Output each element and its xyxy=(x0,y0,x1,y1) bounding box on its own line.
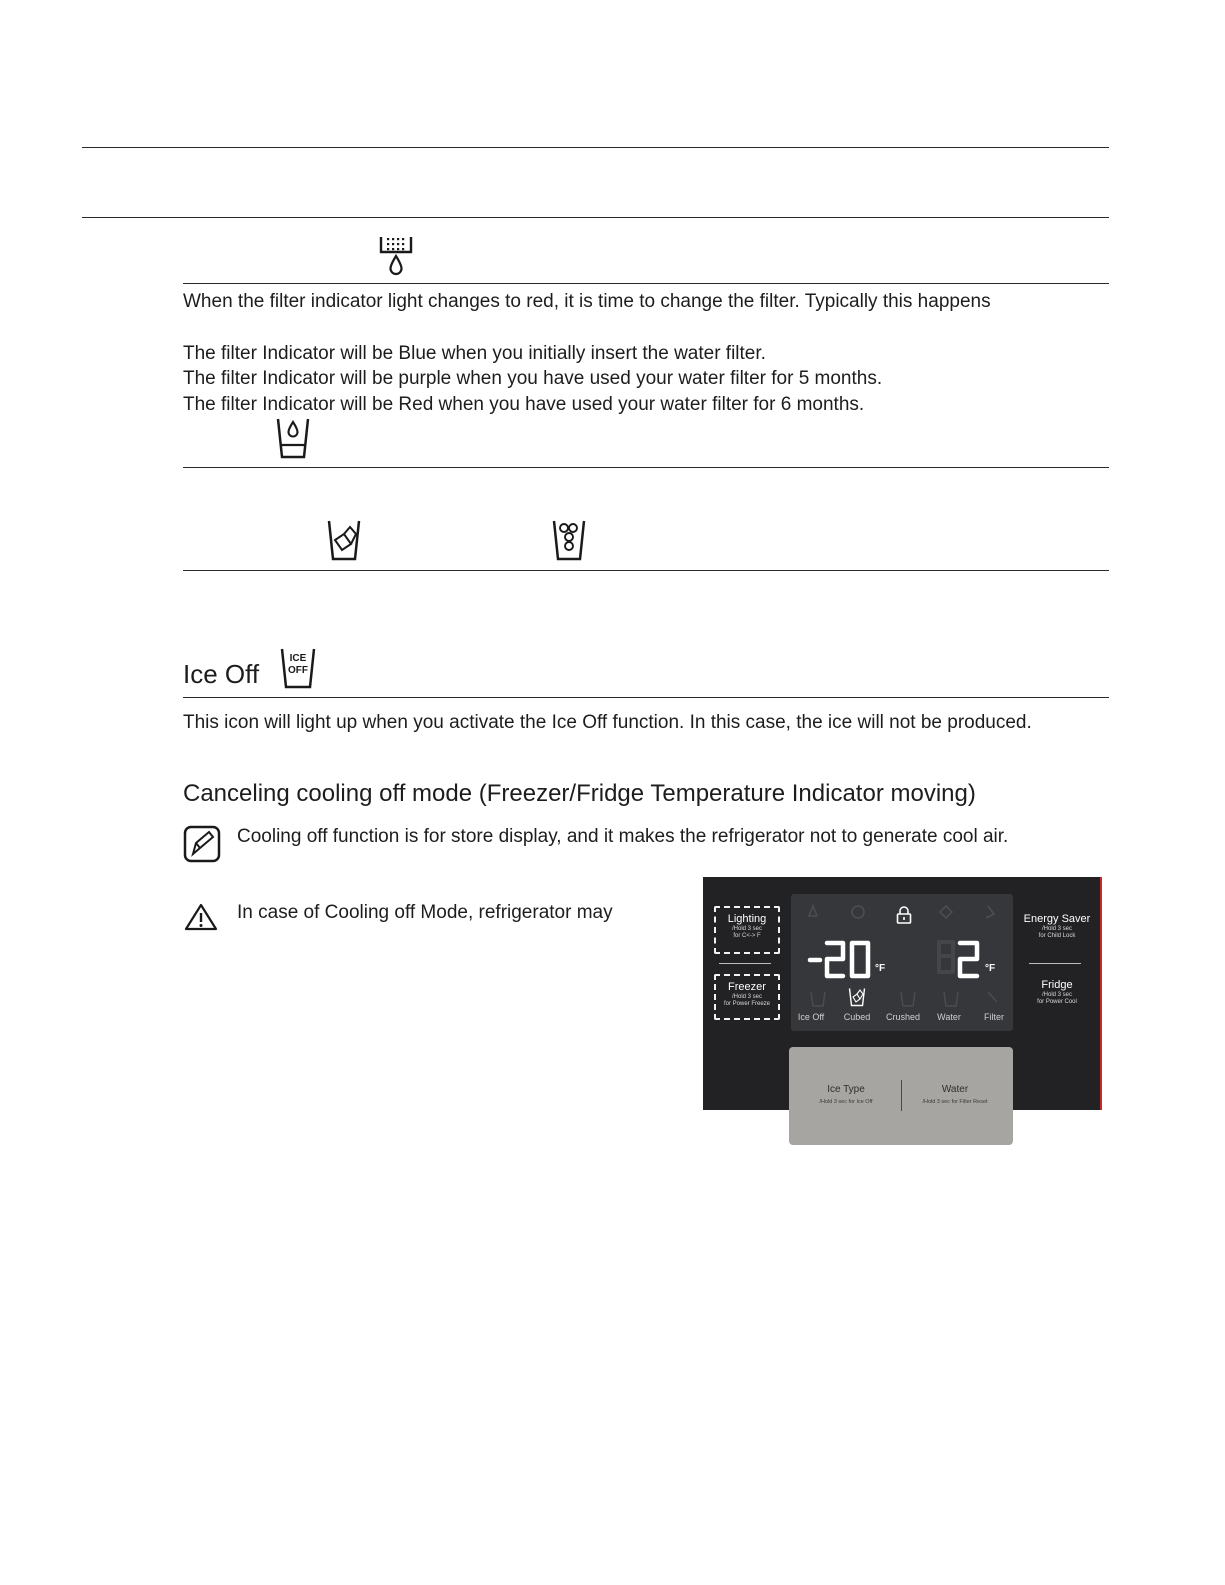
freezer-button[interactable] xyxy=(714,974,780,1020)
ice-off-cup-icon xyxy=(279,646,317,690)
right-separator xyxy=(1029,963,1081,964)
energy-saver-button[interactable] xyxy=(1023,913,1091,940)
panel-accent-line xyxy=(1100,877,1102,1110)
energy-saver-label: Energy Saver xyxy=(1023,913,1091,925)
top-rule xyxy=(82,147,1109,148)
lighting-button-label: Lighting xyxy=(727,913,767,925)
energy-saver-sub1: /Hold 3 sec xyxy=(1041,926,1072,932)
filter-drop-icon xyxy=(378,235,414,277)
lighting-button[interactable] xyxy=(714,906,780,954)
lcd-label-water: Water xyxy=(937,1012,961,1022)
cooling-off-warning: In case of Cooling off Mode, refrigerator may xyxy=(237,902,613,923)
ice-off-icon-text-top: ICE xyxy=(289,653,307,664)
lighting-button-sub2: for C<-> F xyxy=(733,933,761,939)
fridge-label: Fridge xyxy=(1041,979,1073,991)
lighting-button-sub1: /Hold 3 sec xyxy=(731,926,762,932)
water-rule xyxy=(183,467,1109,468)
fridge-temperature-digit xyxy=(957,940,981,980)
child-lock-icon xyxy=(895,905,913,925)
ice-off-heading: Ice Off xyxy=(183,659,260,689)
fridge-sub1: /Hold 3 sec xyxy=(1041,992,1072,998)
ice-rule xyxy=(183,570,1109,571)
crushed-ice-cup-icon xyxy=(551,518,587,562)
note-pencil-icon xyxy=(183,825,221,863)
ice-off-rule xyxy=(183,697,1109,698)
dispenser-divider xyxy=(901,1080,902,1111)
lcd-label-ice-off: Ice Off xyxy=(797,1012,825,1022)
freezer-button-label: Freezer xyxy=(728,981,766,993)
water-sub: /Hold 3 sec for Filter Reset xyxy=(922,1099,988,1105)
warning-triangle-icon xyxy=(184,903,218,931)
water-button[interactable]: Water xyxy=(941,1084,969,1095)
lcd-label-filter: Filter xyxy=(984,1012,1004,1022)
fridge-unit: °F xyxy=(985,963,996,974)
lcd-cubed-icon xyxy=(848,987,866,1007)
ice-type-button[interactable]: Ice Type xyxy=(827,1084,865,1095)
filter-line-purple: The filter Indicator will be purple when you have used your water filter for 5 months. xyxy=(183,368,883,389)
cooling-off-note: Cooling off function is for store display, and it makes the refrigerator not to generate cool air. xyxy=(237,826,1009,847)
filter-line-blue: The filter Indicator will be Blue when you initially insert the water filter. xyxy=(183,343,766,364)
lcd-label-cubed: Cubed xyxy=(843,1012,871,1022)
header-rule xyxy=(82,217,1109,218)
cooling-off-heading: Canceling cooling off mode (Freezer/Fridge Temperature Indicator moving) xyxy=(183,780,976,807)
ice-off-description: This icon will light up when you activate the Ice Off function. In this case, the ice will not be produced. xyxy=(183,712,1032,733)
freezer-button-sub1: /Hold 3 sec xyxy=(731,994,762,1000)
ice-off-icon-text-bottom: OFF xyxy=(288,665,308,676)
lcd-label-crushed: Crushed xyxy=(885,1012,921,1022)
left-separator xyxy=(719,963,771,964)
ice-type-sub: /Hold 3 sec for Ice Off xyxy=(819,1099,873,1105)
lcd-display xyxy=(791,894,1013,1031)
freezer-temperature-digits xyxy=(807,940,879,980)
water-cup-icon xyxy=(275,416,311,460)
filter-paragraph: When the filter indicator light changes to red, it is time to change the filter. Typically this happens xyxy=(183,291,991,312)
filter-rule xyxy=(183,283,1109,284)
freezer-button-sub2: for Power Freeze xyxy=(723,1001,771,1007)
fridge-button[interactable] xyxy=(1023,979,1091,1006)
cubed-ice-cup-icon xyxy=(326,518,362,562)
fridge-sub2: for Power Cool xyxy=(1037,999,1077,1005)
filter-line-red: The filter Indicator will be Red when you have used your water filter for 6 months. xyxy=(183,394,865,415)
energy-saver-sub2: for Child Lock xyxy=(1038,933,1076,939)
dispenser-panel xyxy=(789,1047,1013,1145)
freezer-unit: °F xyxy=(875,963,886,974)
